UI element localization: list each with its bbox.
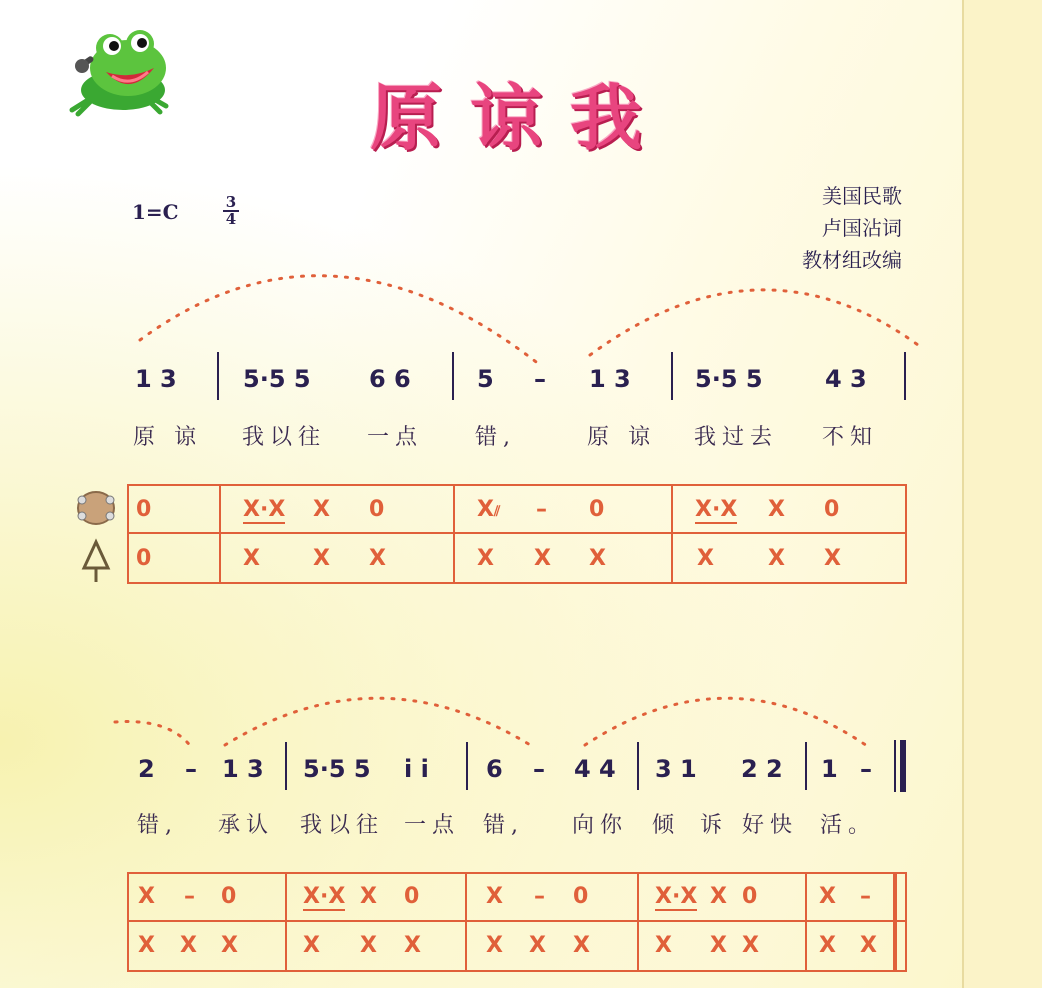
rhythm-cell: X — [138, 933, 155, 958]
lyric: 错, — [475, 425, 516, 450]
rhythm-cell: X — [534, 546, 551, 571]
rhythm-cell: X — [180, 933, 197, 958]
note-group: 3 1 — [655, 755, 697, 783]
lyric: 一点 — [404, 813, 461, 838]
credit-arranger: 教材组改编 — [802, 248, 902, 272]
rhythm-cell: X — [655, 933, 672, 958]
rhythm-cell: X — [221, 933, 238, 958]
time-signature-top: 3 — [225, 193, 237, 211]
note-dash: – — [860, 755, 872, 783]
rhythm-cell: X — [360, 933, 377, 958]
lyric: 原 谅 — [587, 425, 656, 450]
rhythm-cell: X — [819, 884, 836, 909]
note-group: 4 3 — [825, 365, 867, 393]
rhythm-cell: X — [824, 546, 841, 571]
tremolo-mark: ⫽ — [494, 504, 501, 520]
rhythm-cell: X — [486, 884, 503, 909]
time-signature-bottom: 4 — [225, 210, 237, 228]
rhythm-cell: 0 — [573, 884, 589, 909]
rhythm-cell: 0 — [824, 497, 840, 522]
rhythm-cell: X — [477, 497, 494, 522]
note-group: 1 3 — [222, 755, 264, 783]
time-signature — [222, 195, 240, 227]
note-group: 5·5 5 — [243, 365, 311, 393]
rhythm-cell: X·X — [243, 497, 286, 522]
lyric: 倾 — [652, 813, 681, 838]
lyric: 我过去 — [694, 425, 779, 450]
lyric: 我以往 — [300, 813, 385, 838]
rhythm-cell: 0 — [404, 884, 420, 909]
lyric: 我以往 — [242, 425, 327, 450]
rhythm-cell: X — [768, 546, 785, 571]
lyric: 错, — [483, 813, 524, 838]
lyric: 一点 — [367, 425, 424, 450]
note-group: 1 — [821, 755, 838, 783]
credit-lyricist: 卢国沾词 — [822, 216, 902, 240]
rhythm-cell: X — [742, 933, 759, 958]
lyric: 错, — [137, 813, 178, 838]
note-group: 2 — [138, 755, 155, 783]
lyric: 不知 — [822, 425, 879, 450]
note-group: 4 4 — [574, 755, 616, 783]
lyric: 活。 — [820, 813, 877, 838]
rhythm-cell: X — [710, 933, 727, 958]
note-group: i i — [404, 755, 429, 783]
note-group: 1 3 — [135, 365, 177, 393]
rhythm-cell: X — [360, 884, 377, 909]
rhythm-cell: – — [534, 884, 545, 909]
rhythm-cell: X — [486, 933, 503, 958]
note-group: 5·5 5 — [303, 755, 371, 783]
rhythm-cell: X — [573, 933, 590, 958]
rhythm-cell: X — [303, 933, 320, 958]
rhythm-cell: X — [589, 546, 606, 571]
rhythm-box-2 — [127, 872, 907, 972]
rhythm-cell: X — [369, 546, 386, 571]
rhythm-cell: – — [184, 884, 195, 909]
note-dash: – — [185, 755, 197, 783]
key-signature: 1=C — [132, 200, 179, 224]
lyric: 向你 — [572, 813, 629, 838]
rhythm-cell: – — [536, 497, 547, 522]
note-dash: – — [533, 755, 545, 783]
rhythm-cell: 0 — [742, 884, 758, 909]
rhythm-cell: X — [768, 497, 785, 522]
rhythm-cell: X — [313, 546, 330, 571]
credits — [802, 180, 902, 276]
note-group: 6 — [486, 755, 503, 783]
page-edge — [962, 0, 1042, 988]
note-group: 6 6 — [369, 365, 411, 393]
rhythm-cell: X — [477, 546, 494, 571]
rhythm-cell: 0 — [589, 497, 605, 522]
rhythm-cell: 0 — [221, 884, 237, 909]
rhythm-cell: X — [697, 546, 714, 571]
rhythm-cell: X·X — [303, 884, 346, 909]
rhythm-cell: X — [819, 933, 836, 958]
rhythm-cell: X — [404, 933, 421, 958]
credit-origin: 美国民歌 — [822, 184, 902, 208]
rhythm-cell: 0 — [369, 497, 385, 522]
rhythm-cell: X — [243, 546, 260, 571]
rhythm-cell: 0 — [136, 546, 152, 571]
rhythm-cell: X — [710, 884, 727, 909]
rhythm-cell: X·X — [695, 497, 738, 522]
rhythm-cell: X — [860, 933, 877, 958]
rhythm-cell: X — [529, 933, 546, 958]
page-title: 原谅我 — [369, 76, 670, 160]
note-dash: – — [534, 365, 546, 393]
rhythm-cell: 0 — [136, 497, 152, 522]
lyric: 承认 — [218, 813, 275, 838]
lyric: 诉 — [700, 813, 729, 838]
note-group: 2 2 — [741, 755, 783, 783]
note-group: 5 — [477, 365, 494, 393]
rhythm-cell: X·X — [655, 884, 698, 909]
note-group: 1 3 — [589, 365, 631, 393]
lyric: 原 谅 — [133, 425, 202, 450]
rhythm-cell: X — [138, 884, 155, 909]
rhythm-cell: X — [313, 497, 330, 522]
rhythm-cell: – — [860, 884, 871, 909]
lyric: 好快 — [742, 813, 799, 838]
note-group: 5·5 5 — [695, 365, 763, 393]
